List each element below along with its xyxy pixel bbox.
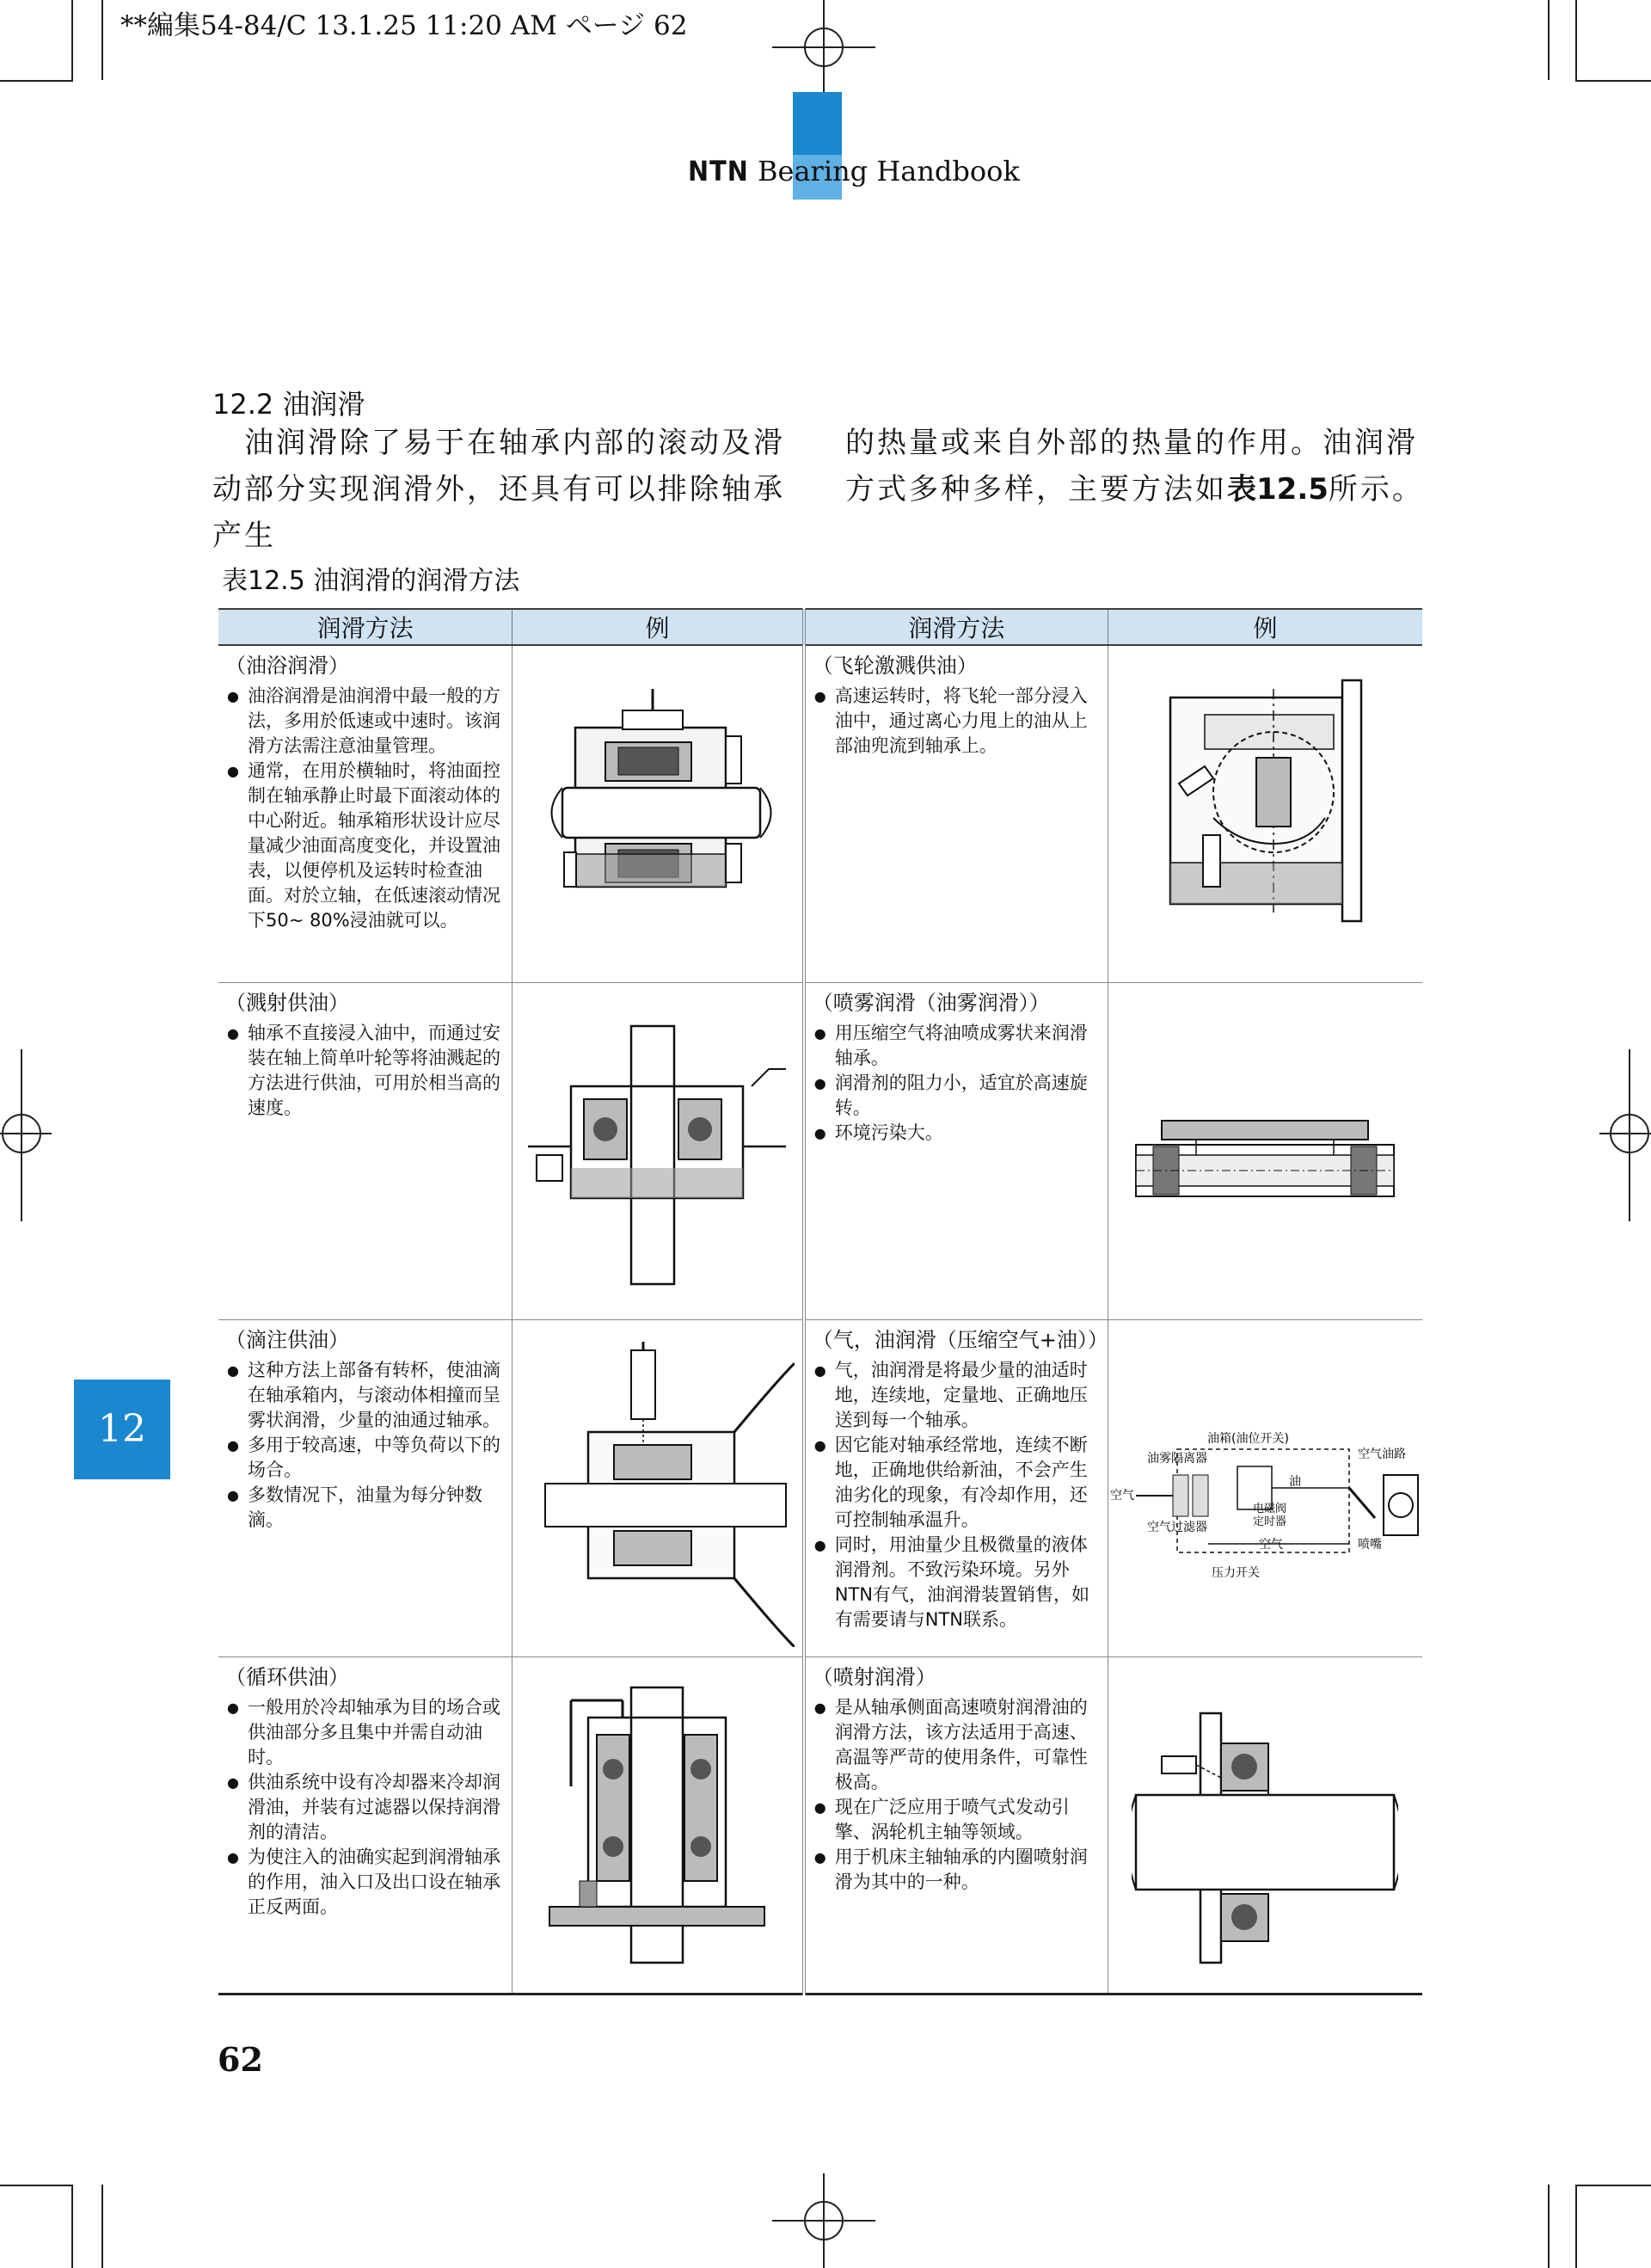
- method-title: （油浴润滑）: [225, 654, 349, 678]
- label-mist-separator: 油雾隔离器: [1146, 1451, 1207, 1466]
- lubrication-table: [218, 608, 1422, 1995]
- bullet: ● 同时，用油量少且极微量的液体润滑剂。不致污染环境。另外NTN有气，油润滑装置销售，如有需要请与NTN联系。: [813, 1533, 1104, 1632]
- label-air-oil-line: 空气油路: [1357, 1447, 1406, 1461]
- crop-mark: [71, 2185, 73, 2268]
- label-air-2: 空气: [1258, 1537, 1283, 1552]
- drip-feed-figure: [519, 1337, 795, 1647]
- air-oil-diagram: [1108, 1423, 1422, 1595]
- registration-mark-top: [738, 0, 910, 95]
- print-header: **編集54-84/C 13.1.25 11:20 AM ページ 62: [120, 10, 688, 41]
- para-right-b: 所示。: [1328, 472, 1424, 507]
- method-title: （循环供油）: [225, 1664, 349, 1689]
- method-cell: [804, 982, 1108, 1319]
- method-title: （飞轮激溅供油）: [812, 654, 978, 678]
- bullet: ● 多用于较高速，中等负荷以下的场合。: [225, 1433, 508, 1483]
- splash-oiling-figure: [519, 1017, 795, 1293]
- method-title: （喷雾润滑（油雾润滑））: [812, 990, 1050, 1015]
- example-cell: [1108, 645, 1422, 982]
- method-cell: [218, 982, 512, 1319]
- example-cell: [1108, 1656, 1422, 1994]
- method-title: （气，油润滑（压缩空气+油））: [812, 1327, 1108, 1352]
- crop-mark: [1548, 2185, 1550, 2268]
- example-cell: [1108, 1319, 1422, 1656]
- bullet: ● 这种方法上部备有转杯，使油滴在轴承箱内，与滚动体相撞而呈雾状润滑，少量的油通过轴承。: [225, 1358, 508, 1433]
- bullet: ● 是从轴承侧面高速喷射润滑油的润滑方法，该方法适用于高速、高温等严苛的使用条件，可靠性极高。: [813, 1695, 1104, 1795]
- example-cell: [1108, 982, 1422, 1319]
- method-cell: [804, 645, 1108, 982]
- label-valve: 电磁阀: [1252, 1502, 1286, 1515]
- crop-mark: [0, 2185, 73, 2186]
- circulating-oil-figure: [545, 1683, 769, 1967]
- example-cell: [512, 1319, 804, 1656]
- crop-mark: [0, 80, 73, 82]
- body-paragraph-right: [845, 420, 1430, 513]
- brand-title: [688, 155, 1020, 187]
- method-cell: [218, 645, 512, 982]
- crop-mark: [1548, 0, 1550, 80]
- bullet: ● 轴承不直接浸入油中，而通过安装在轴上简单叶轮等将油溅起的方法进行供油，可用於相当高的速度。: [225, 1021, 508, 1121]
- label-oil: 油: [1288, 1474, 1301, 1489]
- table-row: [218, 1656, 1422, 1994]
- bullet: ● 气，油润滑是将最少量的油适时地，连续地，定量地、正确地压送到每一个轴承。: [813, 1358, 1104, 1433]
- header-method: 润滑方法: [804, 609, 1108, 645]
- label-tank: 油箱(油位开关): [1206, 1431, 1289, 1446]
- label-pressure-switch: 压力开关: [1211, 1565, 1260, 1580]
- crop-mark: [1575, 0, 1577, 80]
- brand-ntn: NTN: [688, 155, 749, 187]
- bullet: ● 油浴润滑是油润滑中最一般的方法，多用於低速或中速时。该润滑方法需注意油量管理。: [225, 684, 508, 759]
- bullet: ● 用于机床主轴轴承的内圈喷射润滑为其中的一种。: [813, 1845, 1104, 1895]
- bullet: ● 高速运转时，将飞轮一部分浸入油中，通过离心力甩上的油从上部油兜流到轴承上。: [813, 684, 1104, 759]
- table-header-row: [218, 609, 1422, 645]
- bullet: ● 因它能对轴承经常地，连续不断地，正确地供给新油，不会产生油劣化的现象，有冷却作用，还可控制轴承温升。: [813, 1433, 1104, 1533]
- bullet: ● 环境污染大。: [813, 1121, 1104, 1146]
- table-row: [218, 645, 1422, 982]
- table-title: 表12.5 油润滑的润滑方法: [222, 566, 520, 596]
- method-cell: [804, 1656, 1108, 1994]
- page-number: 62: [218, 2040, 263, 2079]
- label-timer: 定时器: [1252, 1515, 1286, 1528]
- chapter-tab: 12: [74, 1380, 170, 1479]
- registration-mark-left: [0, 1049, 52, 1221]
- table-row: [218, 982, 1422, 1319]
- method-title: （溅射供油）: [225, 990, 349, 1015]
- table-reference: 表12.5: [1227, 472, 1329, 507]
- example-cell: [512, 982, 804, 1319]
- header-method: 润滑方法: [218, 609, 512, 645]
- oil-bath-figure: [528, 672, 786, 930]
- body-paragraph-left: 油润滑除了易于在轴承内部的滚动及滑动部分实现润滑外，还具有可以排除轴承产生: [212, 426, 785, 553]
- registration-mark-right: [1599, 1049, 1651, 1221]
- section-title: 12.2 油润滑: [212, 388, 365, 421]
- header-example: 例: [1108, 609, 1422, 645]
- method-cell: [218, 1319, 512, 1656]
- crop-mark: [101, 0, 103, 80]
- method-cell: [218, 1656, 512, 1994]
- bullet: ● 多数情况下，油量为每分钟数滴。: [225, 1483, 508, 1533]
- header-example: 例: [512, 609, 804, 645]
- bullet: ● 用压缩空气将油喷成雾状来润滑轴承。: [813, 1021, 1104, 1071]
- method-title: （喷射润滑）: [812, 1664, 936, 1689]
- para-right-a: 的热量或来自外部的热量的作用。油润滑方式多种多样，主要方法如: [845, 426, 1418, 507]
- bullet: ● 供油系统中设有冷却器来冷却润滑油，并装有过滤器以保持润滑剂的清洁。: [225, 1770, 508, 1845]
- bullet: ● 通常，在用於横轴时，将油面控制在轴承静止时最下面滚动体的中心附近。轴承箱形状设计应尽量减少油面高度变化，并设置油表，以便停机及运转时检查油面。对於立轴，在低速滚动情况下50~ 80%浸油就可以。: [225, 759, 508, 933]
- label-air-filter: 空气过滤器: [1146, 1520, 1207, 1534]
- example-cell: [512, 1656, 804, 1994]
- brand-handbook: Bearing Handbook: [758, 155, 1020, 187]
- bullet: ● 一般用於冷却轴承为目的场合或供油部分多且集中并需自动油时。: [225, 1695, 508, 1770]
- crop-mark: [1575, 2185, 1577, 2268]
- bullet: ● 润滑剂的阻力小，适宜於高速旋转。: [813, 1071, 1104, 1121]
- example-cell: [512, 645, 804, 982]
- crop-mark: [71, 0, 73, 80]
- label-air-in: 空气: [1109, 1488, 1134, 1503]
- crop-mark: [1575, 80, 1651, 82]
- label-nozzle: 喷嘴: [1357, 1537, 1382, 1552]
- table-row: [218, 1319, 1422, 1656]
- method-title: （滴注供油）: [225, 1327, 349, 1352]
- crop-mark: [101, 2185, 103, 2268]
- registration-mark-bottom: [738, 2173, 910, 2268]
- method-cell: [804, 1319, 1108, 1656]
- flywheel-splash-figure: [1127, 663, 1402, 938]
- bullet: ● 现在广泛应用于喷气式发动引擎、涡轮机主轴等领域。: [813, 1795, 1104, 1845]
- oil-mist-figure: [1127, 1095, 1402, 1267]
- bullet: ● 为使注入的油确实起到润滑轴承的作用，油入口及出口设在轴承正反两面。: [225, 1845, 508, 1920]
- crop-mark: [1575, 2185, 1651, 2186]
- jet-lubrication-figure: [1132, 1709, 1398, 1967]
